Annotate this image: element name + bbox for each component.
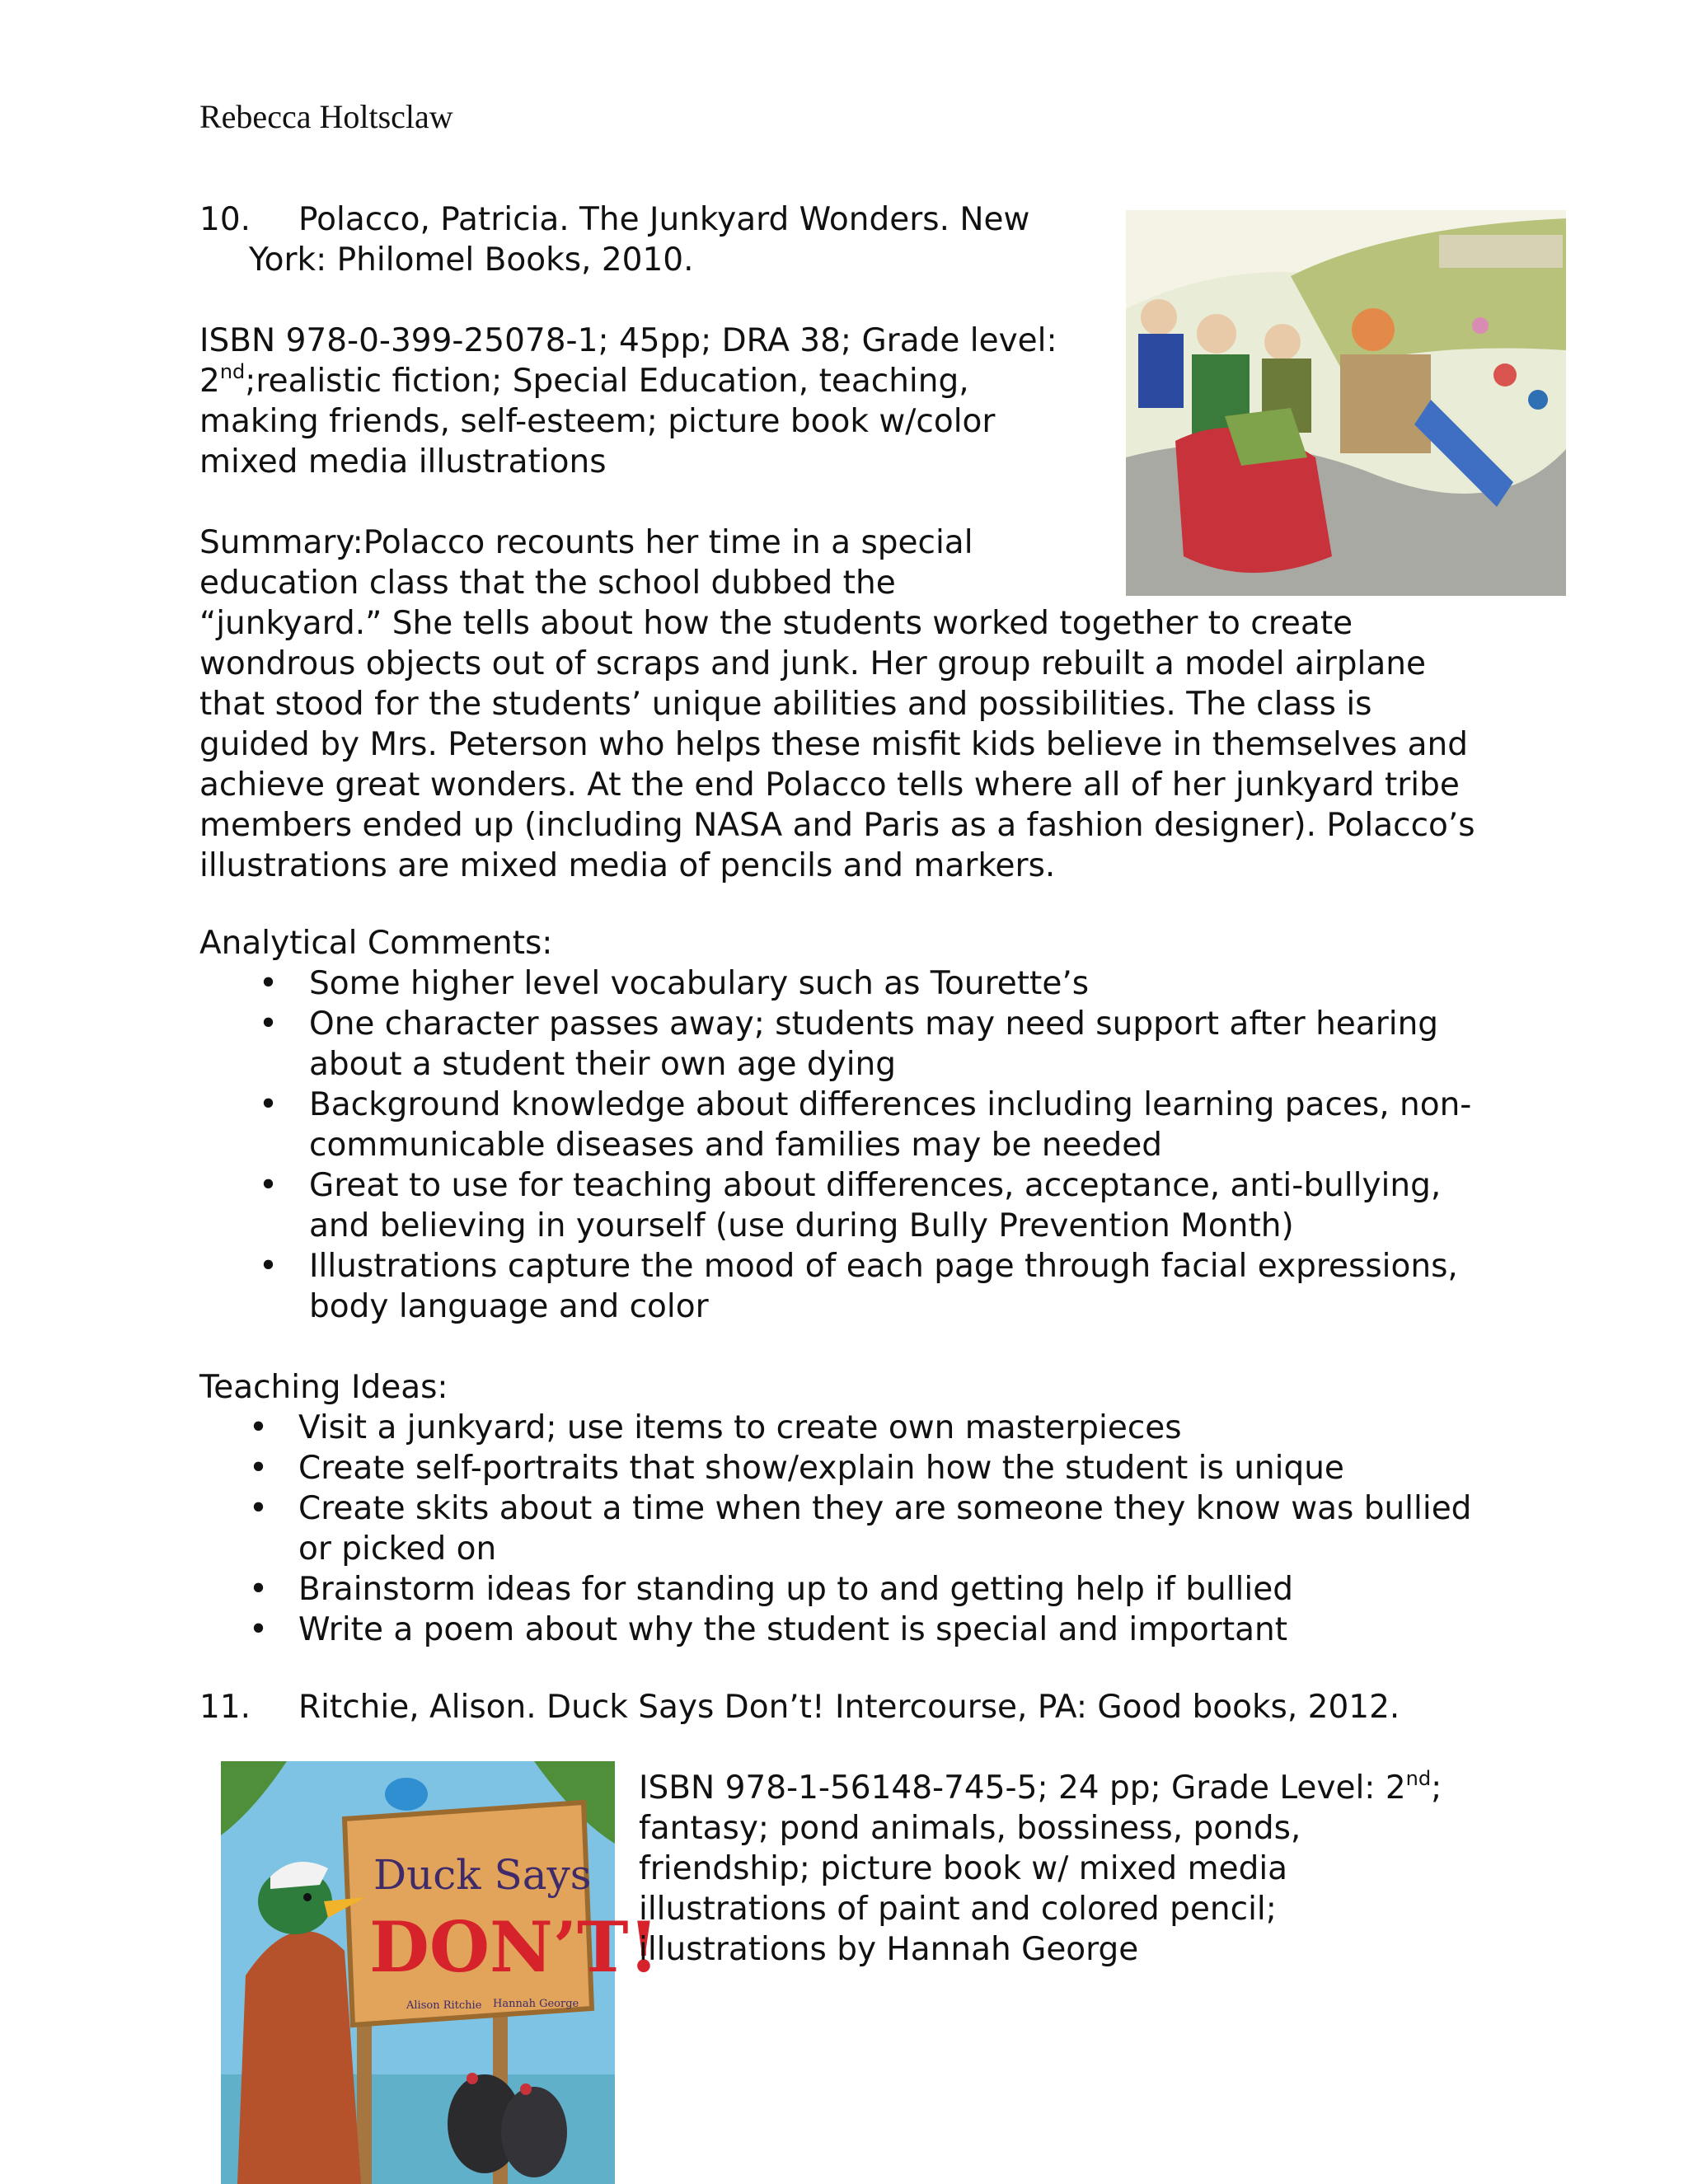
entry10-summary-rest: “junkyard.” She tells about how the students worked together to create wondrous objects out of scraps and junk. Her group rebuilt a model airplane that stood for the students’ unique abilities and possibilities. The class is guided by Mrs. Peterson who helps these misfit kids believe in themselves and achieve great wonders. At the end Polacco tells where all of her junkyard tribe members ended up (including NASA and Paris as a fashion designer). Polacco’s illustrations are mixed media of pencils and markers. [199,605,1475,884]
list-item-text: One character passes away; students may need support after hearing about a student their own age dying [309,1005,1439,1083]
entry10-number: 10. [199,201,251,238]
entry10-details [199,321,1098,482]
author-name: Rebecca Holtsclaw [199,98,453,135]
entry10-details-sup: nd [219,360,246,383]
list-item-text: Write a poem about why the student is special and important [298,1611,1288,1648]
entry11-number: 11. [199,1689,251,1726]
list-item [199,1448,1502,1488]
teaching-ideas-heading: Teaching Ideas: [199,1369,448,1406]
bullet-icon: • [249,1409,269,1446]
list-item [199,1569,1502,1610]
entry11-details-text-2: ; fantasy; pond animals, bossiness, ponds, friendship; picture book w/ mixed media illustrations of paint and colored pencil; illustrations by Hannah George [639,1769,1442,1968]
cover-author: Alison Ritchie [406,1999,482,2012]
bullet-icon: • [259,1248,279,1285]
junkyard-wonders-illustration [1126,210,1566,596]
entry10-citation [199,199,1106,280]
analytical-comments-list [199,963,1502,1327]
entry11-details [639,1768,1471,1970]
teaching-ideas-list [199,1408,1502,1650]
bullet-icon: • [259,1005,279,1043]
entry11-details-text: ISBN 978-1-56148-745-5; 24 pp; Grade Level: 2 [639,1769,1406,1807]
bullet-icon: • [249,1490,269,1527]
list-item [199,1165,1502,1246]
list-item-text: Visit a junkyard; use items to create own masterpieces [298,1409,1182,1446]
list-item [199,1246,1502,1327]
bullet-icon: • [259,965,279,1002]
list-item [199,1004,1502,1085]
cover-title-line2: DON’T! [369,1906,659,1988]
analytical-comments-heading: Analytical Comments: [199,925,553,962]
list-item-text: Illustrations capture the mood of each page through facial expressions, body language and color [309,1248,1458,1325]
duck-says-dont-cover [221,1761,659,2184]
entry11-citation [199,1687,1518,1727]
entry10-details-text: ISBN 978-0-399-25078-1; 45pp; DRA 38; Grade level: 2 [199,322,1057,400]
list-item-text: Create skits about a time when they are someone they know was bullied or picked on [298,1490,1472,1568]
entry10-details-text-2: ;realistic fiction; Special Education, teaching, making friends, self-esteem; picture book w/color mixed media illustrations [199,363,996,480]
bullet-icon: • [259,1086,279,1123]
bullet-icon: • [249,1611,269,1648]
entry11-details-sup: nd [1405,1767,1432,1790]
list-item [199,1085,1502,1165]
entry11-citation-text: Ritchie, Alison. Duck Says Don’t! Intercourse, PA: Good books, 2012. [298,1689,1400,1726]
list-item-text: Great to use for teaching about differences, acceptance, anti-bullying, and believing in yourself (use during Bully Prevention Month) [309,1167,1442,1244]
list-item-text: Brainstorm ideas for standing up to and getting help if bullied [298,1571,1293,1608]
list-item-text: Create self-portraits that show/explain how the student is unique [298,1450,1344,1487]
list-item-text: Background knowledge about differences including learning paces, non-communicable diseases and families may be needed [309,1086,1472,1164]
analytical-comments-section [199,923,1502,1327]
bullet-icon: • [259,1167,279,1204]
entry10-citation-line1: Polacco, Patricia. The Junkyard Wonders. New [298,201,1030,238]
list-item [199,1408,1502,1448]
list-item [199,1610,1502,1650]
bullet-icon: • [249,1450,269,1487]
teaching-ideas-section [199,1367,1502,1650]
cover-illustrator: Hannah George [493,1998,579,2010]
list-item [199,963,1502,1004]
list-item [199,1488,1502,1569]
entry10-citation-line2: York: Philomel Books, 2010. [249,241,694,279]
cover-title-line1: Duck Says [373,1851,592,1899]
list-item-text: Some higher level vocabulary such as Tourette’s [309,965,1090,1002]
entry10-summary-start: Summary:Polacco recounts her time in a special education class that the school dubbed the [199,524,973,602]
bullet-icon: • [249,1571,269,1608]
